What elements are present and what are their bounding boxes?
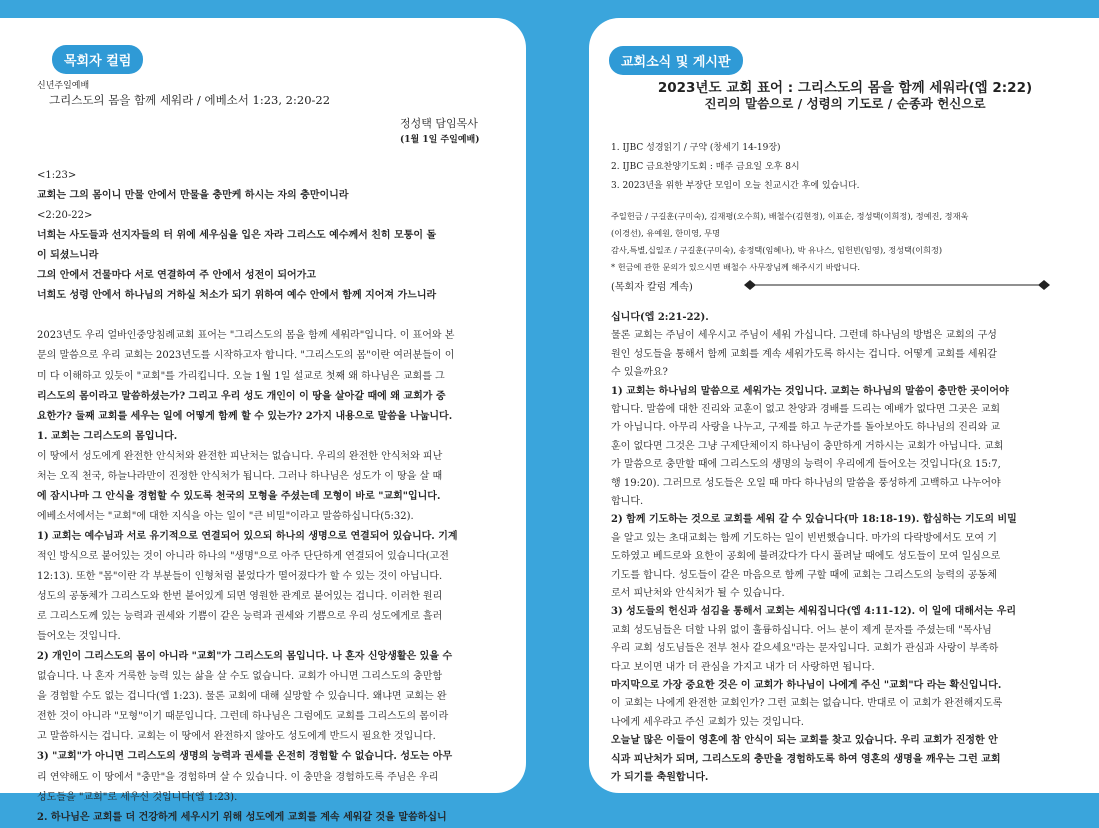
text-line: 1) 교회는 하나님의 말씀으로 세워가는 것입니다. 교회는 하나님의 말씀이 충만한 곳이어야 xyxy=(611,385,1009,397)
text-line: 가 아닙니다. 아무리 사랑을 나누고, 구제를 하고 누군가를 돌아보아도 하나님의 진리와 교 xyxy=(611,422,1001,434)
text-line: 합니다. 말씀에 대한 진리와 교훈이 없고 찬양과 경배를 드리는 예배가 없다면 그곳은 교회 xyxy=(611,404,1001,415)
text-line: 물론 교회는 주님이 세우시고 주님이 세워 가십니다. 그런데 하나님의 방법은 교회의 구성 xyxy=(611,330,997,342)
text-line: <1:23> xyxy=(37,170,77,181)
kicker: 신년주일예배 xyxy=(37,81,90,91)
text-line: 3) "교회"가 아니면 그리스도의 생명의 능력과 권세를 온전히 경험할 수 없습니다. 성도는 아무 xyxy=(37,751,453,763)
continued-label: (목회자 칼럼 계속) xyxy=(611,282,693,293)
text-line: 그의 안에서 건물마다 서로 연결하여 주 안에서 성전이 되어가고 xyxy=(37,270,317,282)
text-line: 기도를 합니다. 성도들이 같은 마음으로 함께 구할 때에 교회는 그리스도의 능력의 공동체 xyxy=(611,569,997,581)
offering-line: * 헌금에 관한 문의가 있으시면 배철수 사무장님께 해주시기 바랍니다. xyxy=(611,262,860,272)
text-line: 12:13). 또한 "몸"이란 각 부분들이 인형처럼 붙었다가 떨어졌다가 할 수 있는 것이 아닙니다. xyxy=(37,571,443,582)
text-line: 이 교회는 나에게 완전한 교회인가? 그런 교회는 없습니다. 반대로 이 교회가 완전해지도록 xyxy=(611,698,1003,710)
pastor-column-badge: 목회자 컬럼 xyxy=(52,45,143,74)
text-line: 우리 교회 성도님들은 전부 천사 같으세요"라는 문자입니다. 교회가 관심과 사랑이 부족하 xyxy=(611,643,999,655)
text-line: 리스도의 몸이라고 말씀하셨는가? 그리고 우리 성도 개인이 이 땅을 살아갈 때에 왜 교회가 중 xyxy=(37,390,446,402)
text-line: 없습니다. 나 혼자 거룩한 능력 있는 삶을 살 수도 없습니다. 교회가 아니면 그리스도의 충만함 xyxy=(37,671,443,683)
text-line: 1. 교회는 그리스도의 몸입니다. xyxy=(37,430,178,442)
text-line: 식과 피난처가 되며, 그리스도의 충만을 경험하도록 하여 영혼의 생명을 깨우는 그런 교회 xyxy=(611,753,1001,765)
text-line: 미 다 이해하고 있듯이 "교회"를 가리킵니다. 오늘 1월 1일 설교로 첫째 왜 하나님은 교회를 그 xyxy=(37,370,445,382)
divider-line xyxy=(744,280,1050,290)
text-line: 적인 방식으로 붙어있는 것이 아니라 하나의 "생명"으로 아주 단단하게 연결되어 있습니다(고전 xyxy=(37,550,449,562)
text-line: 교회는 그의 몸이니 만물 안에서 만물을 충만케 하시는 자의 충만이니라 xyxy=(37,190,349,202)
text-line: 전한 것이 아니라 "모형"이기 때문입니다. 그런데 하나님은 그럼에도 교회를 그리스도의 몸이라 xyxy=(37,711,449,723)
text-line: 너희는 사도들과 선지자들의 터 위에 세우심을 입은 자라 그리스도 예수께서 친히 모퉁이 돌 xyxy=(37,230,437,242)
text-line: 오늘날 많은 이들이 영혼에 참 안식이 되는 교회를 찾고 있습니다. 우리 교회가 진정한 안 xyxy=(611,735,998,747)
text-line: 리 연약해도 이 땅에서 "충만"을 경험하며 살 수 있습니다. 이 충만을 경험하도록 주님은 우리 xyxy=(37,771,439,783)
text-line: 성도들을 "교회"로 세우신 것입니다(엡 1:23). xyxy=(37,791,238,803)
text-line: 을 경험할 수도 없는 겁니다(엡 1:23). 물론 교회에 대해 실망할 수 있습니다. 왜냐면 교회는 완 xyxy=(37,691,447,703)
notice-item: 2. IJBC 금요찬양기도회 : 매주 금요일 오후 8시 xyxy=(611,162,800,172)
text-line: 이 땅에서 성도에게 완전한 안식처와 완전한 피난처는 없습니다. 우리의 완전한 안식처와 피난 xyxy=(37,450,443,462)
text-line: 행 19:20). 그러므로 성도들은 오일 때 마다 하나님의 말씀을 풍성하게 고백하고 나누어야 xyxy=(611,477,1001,489)
text-line: 원인 성도들을 통해서 함께 교회를 계속 세워가도록 하시는 겁니다. 어떻게 교회를 세워갈 xyxy=(611,348,997,360)
news-badge: 교회소식 및 게시판 xyxy=(609,46,743,75)
text-line: 가 되기를 축원합니다. xyxy=(611,772,709,783)
text-line: 요한가? 둘째 교회를 세우는 일에 어떻게 함께 할 수 있는가? 2가지 내용으로 말씀을 나눕니다. xyxy=(37,410,453,422)
author: 정성택 담임목사 xyxy=(400,117,478,130)
offering-line: 주일헌금 / 구길훈(구미숙), 김재평(오수희), 배철수(김현정), 이표순, 정성택(이희정), 정예진, 정재욱 xyxy=(611,211,969,221)
notice-item: 3. 2023년을 위한 부장단 모임이 오늘 친교시간 후에 있습니다. xyxy=(611,181,860,191)
text-line: 로 그리스도께 있는 능력과 권세와 기쁨이 같은 능력과 권세와 기쁨으로 우리 성도에게로 흘러 xyxy=(37,611,443,623)
text-line: 3) 성도들의 헌신과 섬김을 통해서 교회는 세워집니다(엡 4:11-12). 이 일에 대해서는 우리 xyxy=(611,606,1017,618)
text-line: 2) 함께 기도하는 것으로 교회를 세워 갈 수 있습니다(마 18:18-19). 합심하는 기도의 비밀 xyxy=(611,514,1017,526)
notice-item: 1. IJBC 성경읽기 / 구약 (창세기 14-19장) xyxy=(611,143,781,153)
text-line: 나에게 세우라고 주신 교회가 있는 것입니다. xyxy=(611,716,804,728)
text-line: 마지막으로 가장 중요한 것은 이 교회가 하나님이 나에게 주신 "교회"다 라는 확신입니다. xyxy=(611,680,1002,691)
text-line: 합니다. xyxy=(611,496,644,507)
text-line: 다고 보이면 내가 더 관심을 가지고 내가 더 사랑하면 됩니다. xyxy=(611,661,875,673)
text-line: 가 말씀으로 충만할 때에 그리스도의 생명의 능력이 우리에게 들어오는 것입니다(요 15:7, xyxy=(611,459,1001,471)
text-line: 에베소서에서는 "교회"에 대한 지식을 아는 일이 "큰 비밀"이라고 말씀하십니다(5:32). xyxy=(37,510,414,522)
left-page xyxy=(0,18,526,823)
text-line: 1) 교회는 예수님과 서로 유기적으로 연결되어 있으되 하나의 생명으로 연결되어 있습니다. 기계 xyxy=(37,530,458,542)
sermon-date: (1월 1일 주일예배) xyxy=(400,135,480,145)
text-line: 이 되셨느니라 xyxy=(37,250,99,262)
offering-line: (이경선), 유예원, 한미영, 무명 xyxy=(611,228,721,238)
right-page xyxy=(589,18,1099,793)
text-line: 십니다(엡 2:21-22). xyxy=(611,312,709,323)
text-line: 들어오는 것입니다. xyxy=(37,631,121,643)
text-line: 문의 말씀으로 우리 교회는 2023년도를 시작하고자 합니다. "그리스도의 몸"이란 여러분들이 이 xyxy=(37,350,455,362)
text-line: 처는 오직 천국, 하늘나라만이 진정한 안식처가 됩니다. 그러나 하나님은 성도가 이 땅을 살 때 xyxy=(37,470,443,482)
text-line: 수 있을까요? xyxy=(611,367,668,379)
text-line: 도하였고 베드로와 요한이 공회에 불려갔다가 다시 풀려날 때에도 성도들이 모여 일심으로 xyxy=(611,551,1001,563)
text-line: 2) 개인이 그리스도의 몸이 아니라 "교회"가 그리스도의 몸입니다. 나 혼자 신앙생활은 있을 수 xyxy=(37,651,453,663)
text-line: 훈이 없다면 그것은 그냥 구제단체이지 하나님이 충만하게 거하시는 교회가 아닙니다. 교회 xyxy=(611,440,1004,452)
motto-subtitle: 진리의 말씀으로 / 성령의 기도로 / 순종과 헌신으로 xyxy=(704,96,986,111)
text-line: 고 말씀하시는 겁니다. 교회는 이 땅에서 완전하지 않아도 성도에게 반드시 필요한 것입니다. xyxy=(37,731,436,743)
sermon-title: 그리스도의 몸을 함께 세워라 / 에베소서 1:23, 2:20-22 xyxy=(49,93,331,107)
text-line: 2023년도 우리 얼바인중앙침례교회 표어는 "그리스도의 몸을 함께 세워라"입니다. 이 표어와 본 xyxy=(37,330,455,342)
text-line: 성도의 공동체가 그리스도와 한번 붙어있게 되면 영원한 관계로 붙어있는 겁니다. 이러한 원리 xyxy=(37,591,443,603)
text-line: 을 알고 있는 초대교회는 함께 기도하는 일이 빈번했습니다. 마가의 다락방에서도 모여 기 xyxy=(611,532,997,544)
text-line: 2. 하나님은 교회를 더 건강하게 세우시기 위해 성도에게 교회를 계속 세워갈 것을 말씀하십니 xyxy=(37,811,447,823)
church-motto: 2023년도 교회 표어 : 그리스도의 몸을 함께 세워라(엡 2:22) xyxy=(657,80,1033,96)
offering-line: 감사,특별,십일조 / 구길훈(구미숙), 송정택(임혜나), 박 유나스, 임헌빈(임영), 정성택(이희정) xyxy=(611,245,943,255)
text-line: 로서 피난처와 안식처가 될 수 있습니다. xyxy=(611,588,785,599)
text-line: 에 잠시나마 그 안식을 경험할 수 있도록 천국의 모형을 주셨는데 모형이 바로 "교회"입니다. xyxy=(37,490,441,502)
text-line: 교회 성도님들은 더할 나위 없이 훌륭하십니다. 어느 분이 제게 문자를 주셨는데 "목사님 xyxy=(611,624,992,636)
text-line: 너희도 성령 안에서 하나님의 거하실 처소가 되기 위하여 예수 안에서 함께 지어져 가느니라 xyxy=(37,290,437,302)
text-line: <2:20-22> xyxy=(37,210,93,222)
